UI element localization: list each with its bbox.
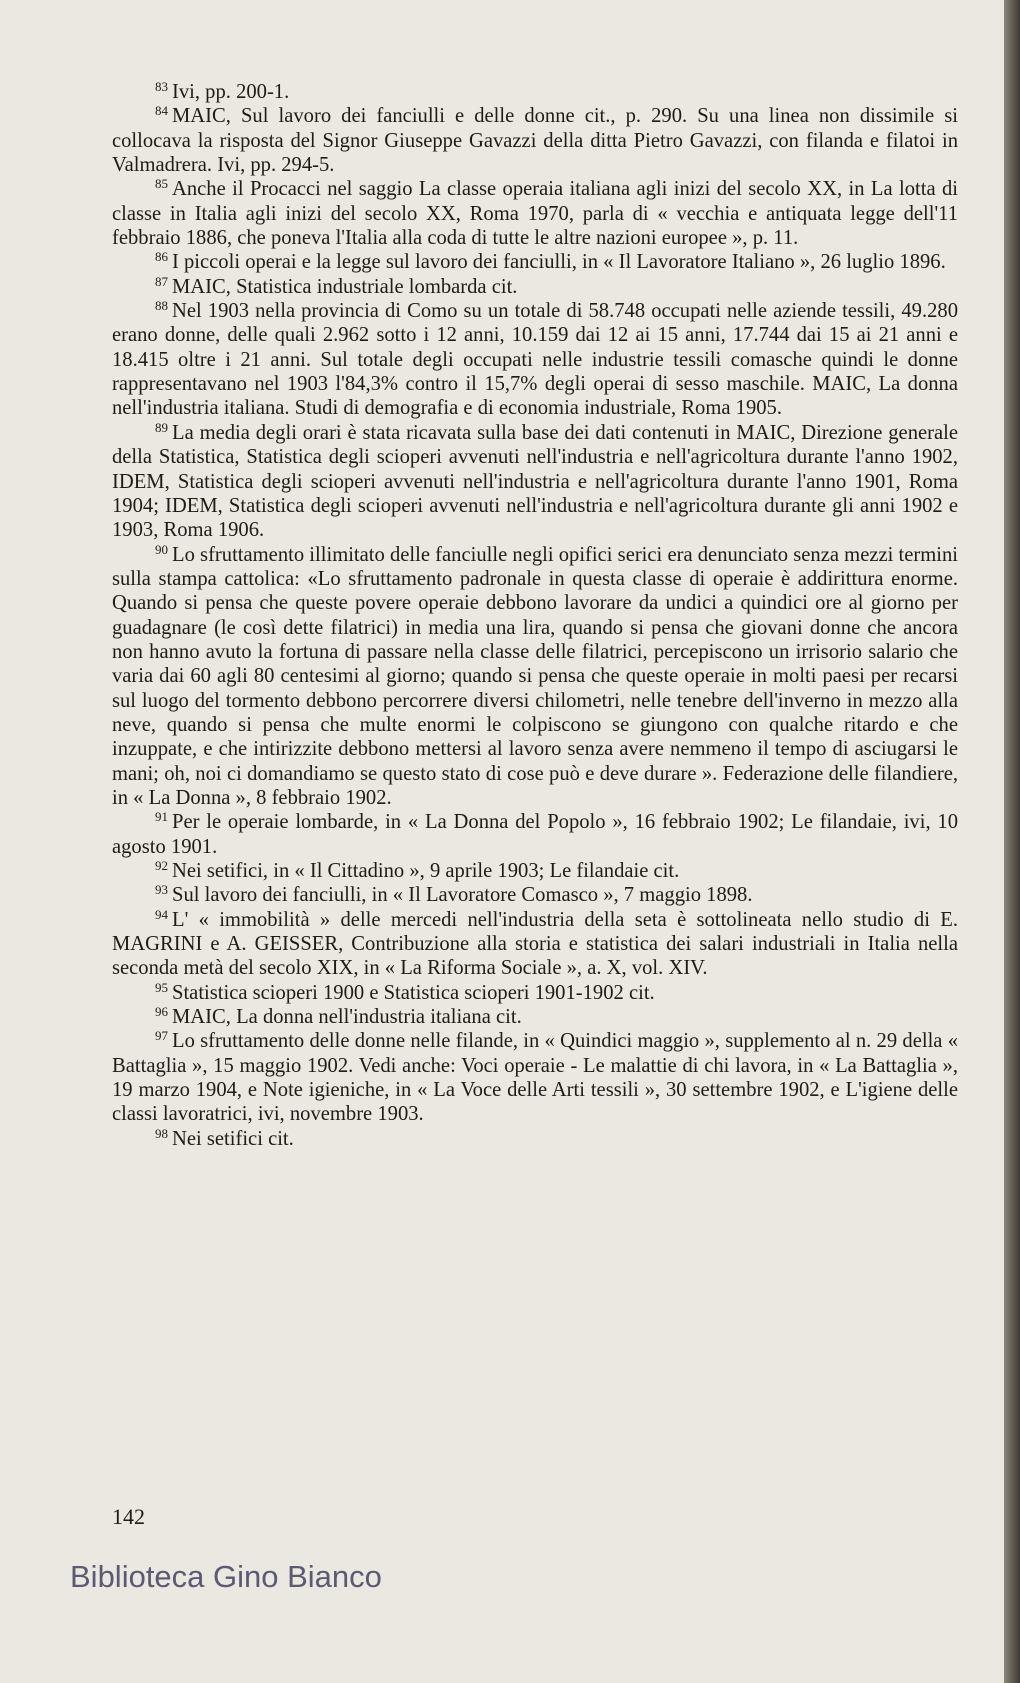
footnote-number: 86: [155, 249, 168, 265]
footnote-number: 87: [155, 273, 168, 289]
footnote-text: Nei setifici cit.: [172, 1127, 294, 1150]
footnote-number: 98: [155, 1125, 168, 1141]
footnote-text: Sul lavoro dei fanciulli, in « Il Lavoratore Comasco », 7 maggio 1898.: [172, 884, 753, 907]
footnote-text: Lo sfruttamento illimitato delle fanciulle negli opifici serici era denunciato senza mezzi termini sulla stampa cattolica: «Lo sfruttamento padronale in questa classe di operaie è addirittura enorme. Quando si pensa che queste povere operaie debbono lavorare da undici a quindici ore al giorno per guadagnare (le così dette filatrici) in media una lira, quando si pensa che giovani donne che ancora non hanno avuto la fortuna di passare nella classe delle filatrici, percepiscono un irrisorio salario che varia dai 60 agli 80 centesimi al giorno; quando si pensa che queste operaie in molti paesi per recarsi sul luogo del tormento debbono percorrere diversi chilometri, nelle tenebre dell'inverno in mezzo alla neve, quando si pensa che multe enormi le colpiscono se giungono con qualche ritardo e che inzuppate, e che intirizzite debbono mettersi al lavoro senza avere nemmeno il tempo di asciugarsi le mani; oh, noi ci domandiamo se questo stato di cose può e deve durare ». Federazione delle filandiere, in « La Donna », 8 febbraio 1902.: [112, 543, 958, 809]
footnote-number: 92: [155, 858, 168, 873]
footnote-text: I piccoli operai e la legge sul lavoro dei fanciulli, in « Il Lavoratore Italiano », 26 luglio 1896.: [172, 251, 946, 274]
footnote-text: Per le operaie lombarde, in « La Donna del Popolo », 16 febbraio 1902; Le filandaie, ivi, 10 agosto 1901.: [112, 811, 958, 858]
page-number: 142: [112, 1504, 145, 1529]
footnote: [112, 177, 958, 250]
page-edge-shadow: [1004, 0, 1020, 1683]
footnote: [112, 810, 958, 859]
footnote-number: 90: [155, 541, 168, 557]
footnote-text: MAIC, Sul lavoro dei fanciulli e delle donne cit., p. 290. Su una linea non dissimile si collocava la risposta del Signor Giuseppe Gavazzi della ditta Pietro Gavazzi, con filanda e filatoi in Valmadrera. Ivi, pp. 294-5.: [112, 105, 958, 177]
footnote-text: MAIC, Statistica industriale lombarda cit.: [172, 275, 518, 298]
footnote: [112, 104, 958, 177]
footnotes-block: [112, 80, 958, 1151]
footnote-text: Ivi, pp. 200-1.: [172, 81, 290, 103]
footnote-number: 93: [155, 882, 168, 898]
footnote-text: La media degli orari è stata ricavata sulla base dei dati contenuti in MAIC, Direzione generale della Statistica, Statistica degli scioperi avvenuti nell'industria e nell'agricoltura durante l'anno 1902, IDEM, Statistica degli scioperi avvenuti nell'industria e nell'agricoltura durante l'anno 1901, Roma 1904; IDEM, Statistica degli scioperi avvenuti nell'industria e nell'agricoltura durante gli anni 1902 e 1903, Roma 1906.: [112, 421, 958, 542]
footnote: [112, 859, 958, 883]
footnote-number: 94: [155, 906, 168, 922]
footnote: [112, 299, 958, 421]
footnote-number: 91: [155, 809, 168, 825]
footnote-text: Lo sfruttamento delle donne nelle filande, in « Quindici maggio », supplemento al n. 29 della « Battaglia », 15 maggio 1902. Vedi anche: Voci operaie - Le malattie di chi lavora, in « La Battaglia », 19 marzo 1904, e Note igieniche, in « La Voce delle Arti tessili », 30 settembre 1902, e L'igiene delle classi lavoratrici, ivi, novembre 1903.: [112, 1030, 958, 1126]
footnote: [112, 1005, 958, 1029]
footnote: [112, 1127, 958, 1151]
footnote: [112, 275, 958, 299]
footnote-number: 84: [155, 103, 168, 119]
footnote-number: 96: [155, 1004, 168, 1020]
footnote: [112, 80, 958, 104]
footnote-number: 97: [155, 1028, 168, 1044]
footnote: [112, 883, 958, 907]
footnote-number: 95: [155, 979, 168, 995]
footnote: [112, 981, 958, 1005]
footnote-number: 89: [155, 419, 168, 435]
footnote: [112, 250, 958, 274]
footnote: [112, 421, 958, 543]
footnote: [112, 908, 958, 981]
footnote-text: Anche il Procacci nel saggio La classe operaia italiana agli inizi del secolo XX, in La lotta di classe in Italia agli inizi del secolo XX, Roma 1970, parla di « vecchia e antiquata legge dell'11 febbraio 1886, che poneva l'Italia alla coda di tutte le altre nazioni europee », p. 11.: [112, 178, 958, 250]
footnote: [112, 543, 958, 811]
footnote-number: 88: [155, 298, 168, 314]
library-watermark: Biblioteca Gino Bianco: [70, 1559, 382, 1594]
footnote-number: 83: [155, 79, 168, 94]
footnote-text: Nel 1903 nella provincia di Como su un totale di 58.748 occupati nelle aziende tessili, 49.280 erano donne, delle quali 2.962 sotto i 12 anni, 10.159 dai 12 ai 15 anni, 17.744 dai 15 ai 21 anni e 18.415 oltre i 21 anni. Sul totale degli occupati nelle industrie tessili comasche quindi le donne rappresentavano nel 1903 l'84,3% contro il 15,7% degli operai di sesso maschile. MAIC, La donna nell'industria italiana. Studi di demografia e di economia industriale, Roma 1905.: [112, 300, 958, 420]
footnote-text: Nei setifici, in « Il Cittadino », 9 aprile 1903; Le filandaie cit.: [172, 860, 680, 882]
footnote-text: L' « immobilità » delle mercedi nell'industria della seta è sottolineata nello studio di E. MAGRINI e A. GEISSER, Contribuzione alla storia e statistica dei salari industriali in Italia nella seconda metà del secolo XIX, in « La Riforma Sociale », a. X, vol. XIV.: [112, 908, 958, 980]
footnote: [112, 1029, 958, 1126]
footnote-text: Statistica scioperi 1900 e Statistica scioperi 1901-1902 cit.: [172, 981, 655, 1004]
footnote-number: 85: [155, 176, 168, 192]
footnote-text: MAIC, La donna nell'industria italiana cit.: [172, 1006, 522, 1029]
